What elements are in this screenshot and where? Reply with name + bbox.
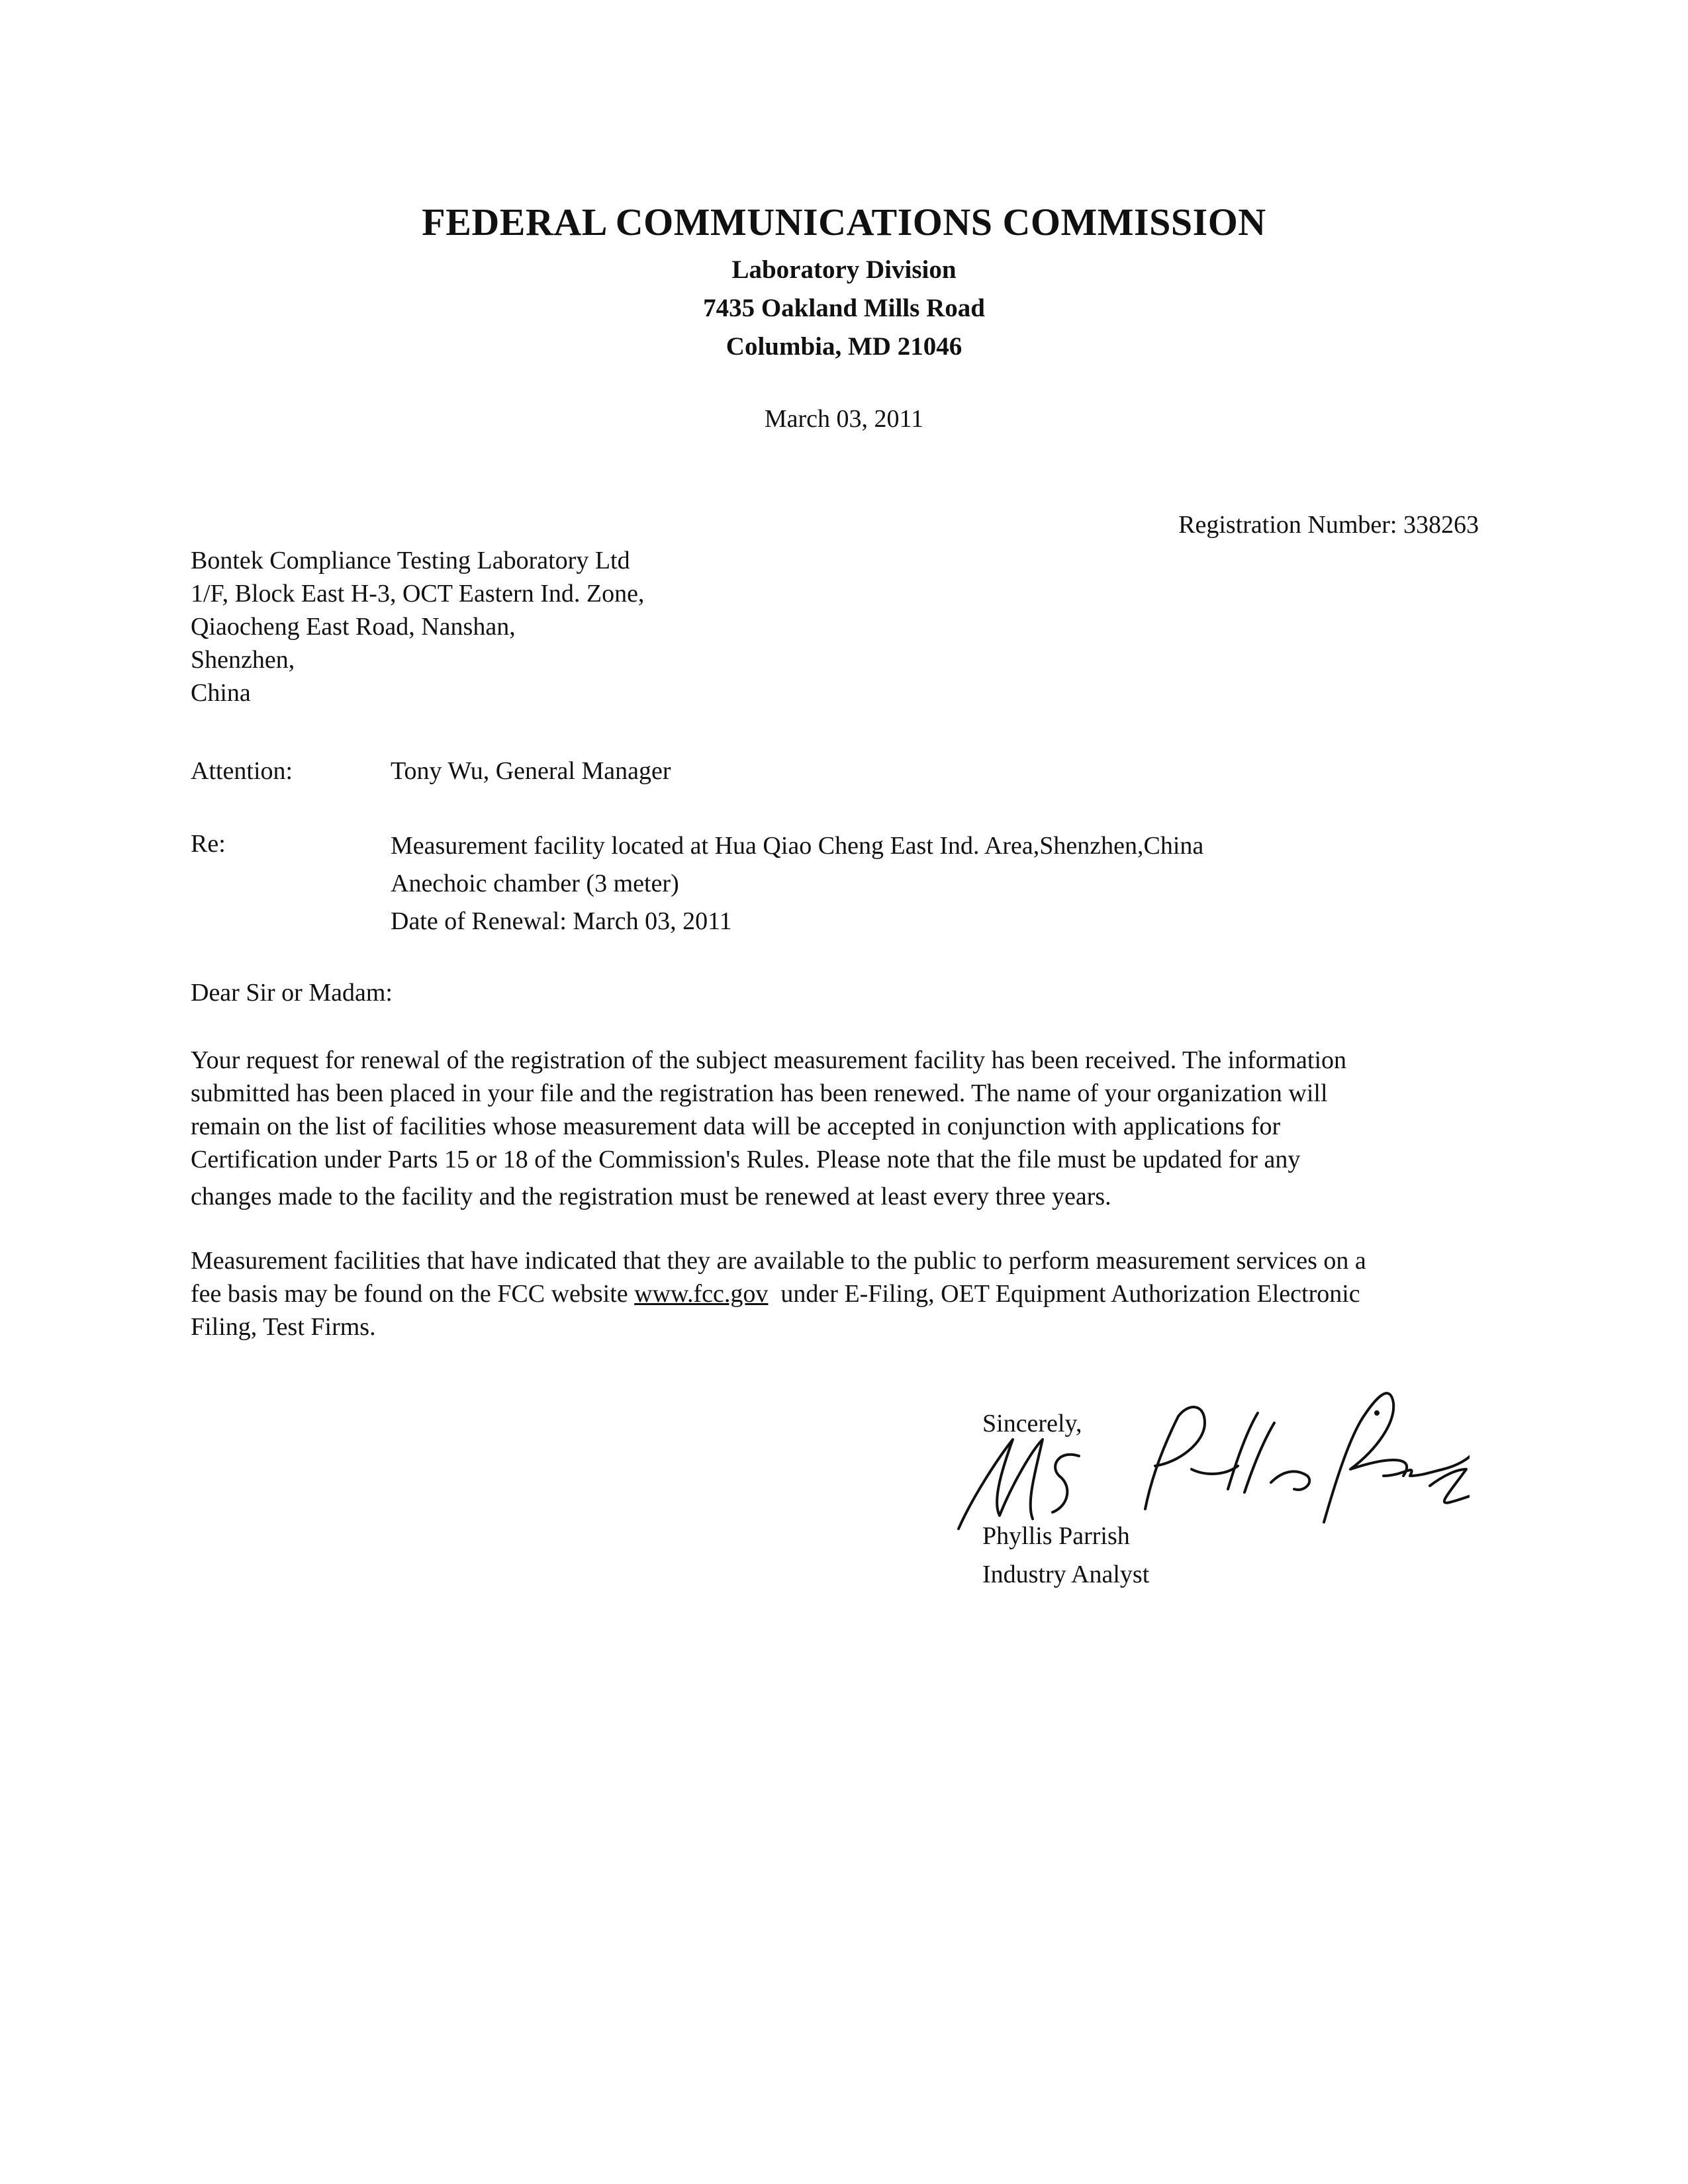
- signer-title: Industry Analyst: [982, 1561, 1150, 1588]
- body-text: under E-Filing, OET Equipment Authorization Electronic: [768, 1280, 1360, 1308]
- city-address: Columbia, MD 21046: [726, 332, 962, 361]
- body-line: submitted has been placed in your file and the registration has been renewed. The name of your organization will: [191, 1079, 1328, 1107]
- handwritten-signature-icon: [927, 1377, 1470, 1549]
- re-line: Measurement facility located at Hua Qiao Cheng East Ind. Area,Shenzhen,China: [391, 832, 1204, 860]
- re-label: Re:: [191, 830, 226, 858]
- recipient-line: Shenzhen,: [191, 646, 295, 674]
- attention-label: Attention:: [191, 757, 293, 785]
- re-line: Anechoic chamber (3 meter): [391, 870, 679, 897]
- body-paragraph-2: [191, 1244, 1488, 1343]
- closing: Sincerely,: [982, 1410, 1082, 1437]
- body-text: fee basis may be found on the FCC website: [191, 1280, 635, 1308]
- body-line: Certification under Parts 15 or 18 of the Commission's Rules. Please note that the file must be updated for any: [191, 1146, 1301, 1173]
- body-paragraph-1: [191, 1044, 1488, 1213]
- division-name: Laboratory Division: [731, 255, 957, 284]
- signer-name: Phyllis Parrish: [982, 1522, 1130, 1550]
- salutation: Dear Sir or Madam:: [191, 979, 393, 1007]
- body-line: Measurement facilities that have indicated that they are available to the public to perform measurement services on a: [191, 1247, 1366, 1275]
- body-line: Your request for renewal of the registration of the subject measurement facility has been received. The information: [191, 1046, 1346, 1074]
- recipient-line: 1/F, Block East H-3, OCT Eastern Ind. Zone,: [191, 580, 645, 608]
- recipient-line: China: [191, 679, 251, 707]
- attention-value: Tony Wu, General Manager: [391, 757, 671, 785]
- letter-date: March 03, 2011: [764, 405, 924, 433]
- re-line: Date of Renewal: March 03, 2011: [391, 907, 732, 935]
- recipient-address: [191, 544, 644, 709]
- re-details: [391, 827, 1203, 940]
- street-address: 7435 Oakland Mills Road: [703, 294, 985, 322]
- recipient-line: Qiaocheng East Road, Nanshan,: [191, 613, 516, 641]
- body-line: [191, 1277, 1488, 1310]
- registration-number: Registration Number: 338263: [1178, 511, 1479, 539]
- fcc-website-link[interactable]: www.fcc.gov: [634, 1280, 769, 1308]
- body-line: remain on the list of facilities whose measurement data will be accepted in conjunction with applications for: [191, 1113, 1281, 1140]
- body-line: Filing, Test Firms.: [191, 1313, 376, 1341]
- agency-title: FEDERAL COMMUNICATIONS COMMISSION: [422, 201, 1266, 244]
- recipient-line: Bontek Compliance Testing Laboratory Ltd: [191, 547, 630, 574]
- body-line: changes made to the facility and the registration must be renewed at least every three years.: [191, 1183, 1111, 1210]
